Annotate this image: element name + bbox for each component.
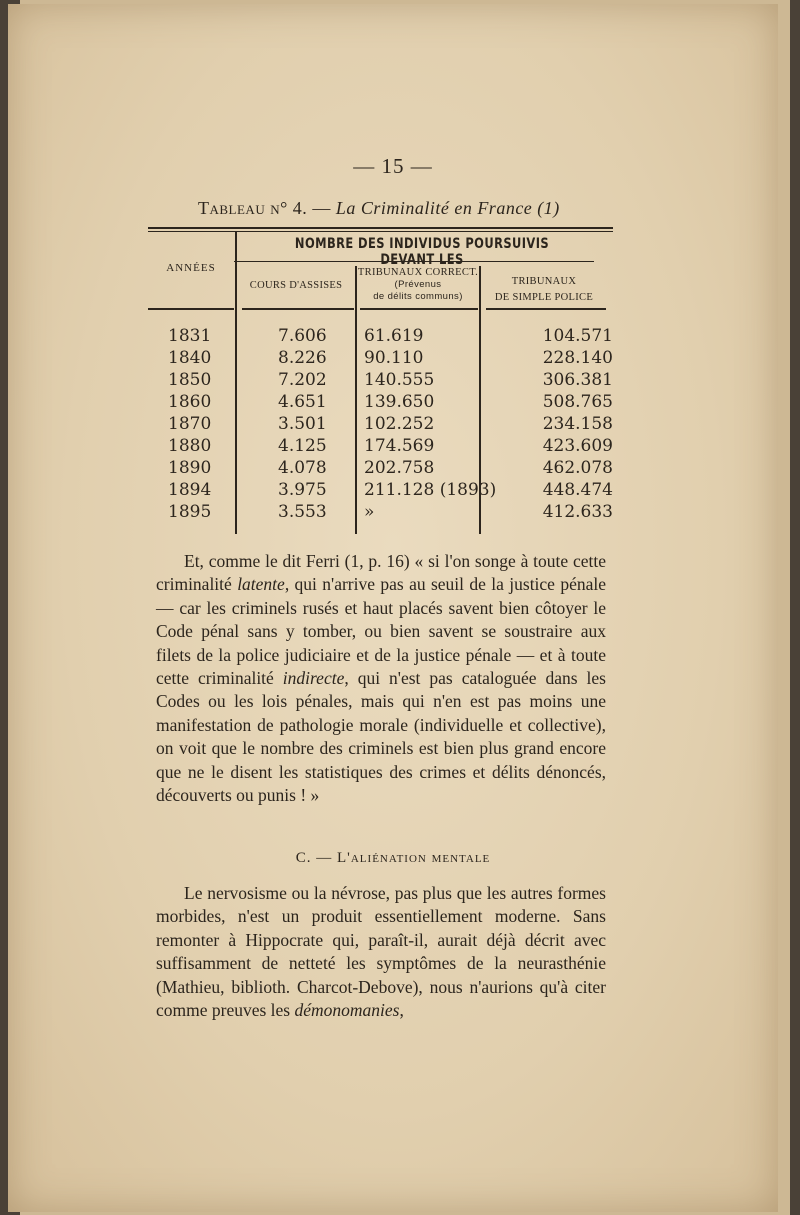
paragraph-ferri-part3: , qui n'est pas cataloguée dans les Codes ou les lois pénales, mais qui n'en est pas moins une manifestation de pathologie morale (individuelle et collective), on voit que le nombre des criminels est bien plus grand encore que ne le disent les statistiques des crimes et délits dénoncés, découverts ou punis ! » [156, 668, 606, 806]
cell-year: 1870 [168, 414, 212, 434]
paragraph-ferri-latente: latente [237, 574, 285, 595]
column-header-police [482, 274, 606, 306]
column-header-correct-line1: TRIBUNAUX CORRECT. [357, 267, 479, 278]
table-title [198, 198, 560, 219]
paragraph-ferri [156, 550, 606, 807]
table-title-dash: — [307, 198, 336, 218]
header-bottom-rule-police [486, 308, 606, 310]
cell-police: 228.140 [542, 348, 613, 368]
column-header-police-line2: DE SIMPLE POLICE [494, 292, 594, 303]
cell-police: 508.765 [542, 392, 613, 412]
table-top-rule-thin [148, 231, 613, 232]
cell-assises: 3.553 [278, 502, 327, 522]
cell-police: 448.474 [542, 480, 613, 500]
cell-police: 104.571 [542, 326, 613, 346]
cell-year: 1890 [168, 458, 212, 478]
table-top-rule [148, 227, 613, 229]
cell-correct: 139.650 [364, 392, 435, 412]
paragraph-nervosisme-part1: Le nervosisme ou la névrose, pas plus que les autres formes morbides, n'est un produit essentiellement moderne. Sans remonter à Hippocrate qui, paraît-il, aurait déjà décrit avec suffisamment de netteté les symptômes de la neurasthénie (Mathieu, biblioth. Charcot-Debove), nous n'aurions qu'à citer comme preuves les [156, 883, 606, 1021]
section-heading-title: L'aliénation mentale [337, 850, 491, 866]
cell-assises: 3.501 [278, 414, 327, 434]
cell-year: 1894 [168, 480, 212, 500]
paragraph-nervosisme [156, 882, 606, 1022]
paragraph-ferri-part1: Et, comme le dit Ferri (1, p. 16) « si l'on songe à toute cette criminalité [156, 551, 606, 595]
column-header-correct-line2: (Prévenus [394, 279, 442, 290]
cell-assises: 4.078 [278, 458, 327, 478]
cell-correct: 211.128 (1893) [364, 480, 497, 500]
cell-police: 306.381 [542, 370, 613, 390]
paragraph-ferri-indirecte: indirecte [282, 668, 345, 689]
cell-correct: 90.110 [364, 348, 424, 368]
cell-correct: 102.252 [364, 414, 435, 434]
cell-year: 1860 [168, 392, 212, 412]
cell-correct: 140.555 [364, 370, 435, 390]
cell-year: 1831 [168, 326, 212, 346]
column-header-correct [357, 267, 479, 303]
cell-assises: 7.606 [278, 326, 327, 346]
cell-correct: 174.569 [364, 436, 435, 456]
paragraph-ferri-part2: , qui n'arrive pas au seuil de la justice pénale — car les criminels rusés et haut placés savent bien côtoyer le Code pénal sans y tomber, ou bien savent se soustraire aux filets de la police judiciaire et de la justice pénale — et à toute cette criminalité [156, 574, 606, 689]
cell-assises: 7.202 [278, 370, 327, 390]
cell-year: 1895 [168, 502, 212, 522]
cell-assises: 3.975 [278, 480, 327, 500]
section-heading-prefix: C. — [295, 850, 337, 866]
column-divider-1 [235, 232, 237, 534]
header-bottom-rule-assises [242, 308, 354, 310]
cell-year: 1850 [168, 370, 212, 390]
cell-assises: 8.226 [278, 348, 327, 368]
column-header-correct-line3: de délits communs) [373, 291, 463, 302]
cell-police: 234.158 [542, 414, 613, 434]
paragraph-nervosisme-demonomanies: démonomanies [294, 1000, 400, 1021]
column-header-police-line1: TRIBUNAUX [511, 276, 577, 287]
cell-police: 462.078 [542, 458, 613, 478]
section-heading [8, 850, 778, 867]
cell-police: 412.633 [542, 502, 613, 522]
column-header-annees: ANNÉES [166, 262, 216, 274]
table-title-italic: La Criminalité en France (1) [335, 198, 560, 218]
column-header-assises [238, 280, 354, 292]
cell-police: 423.609 [542, 436, 613, 456]
column-header-assises-label: COURS D'ASSISES [249, 280, 343, 291]
cell-correct: 202.758 [364, 458, 435, 478]
book-page [8, 4, 778, 1212]
header-bottom-rule-correct [360, 308, 478, 310]
cell-correct: » [364, 502, 375, 522]
table-title-prefix: Tableau n° 4. [198, 198, 308, 218]
header-bottom-rule-annees [148, 308, 234, 310]
group-header: NOMBRE DES INDIVIDUS POURSUIVIS DEVANT LES [294, 236, 550, 268]
cell-year: 1840 [168, 348, 212, 368]
paragraph-nervosisme-part2: , [399, 1000, 404, 1021]
page-number: — 15 — [353, 154, 433, 178]
cell-assises: 4.125 [278, 436, 327, 456]
cell-correct: 61.619 [364, 326, 424, 346]
cell-year: 1880 [168, 436, 212, 456]
cell-assises: 4.651 [278, 392, 327, 412]
